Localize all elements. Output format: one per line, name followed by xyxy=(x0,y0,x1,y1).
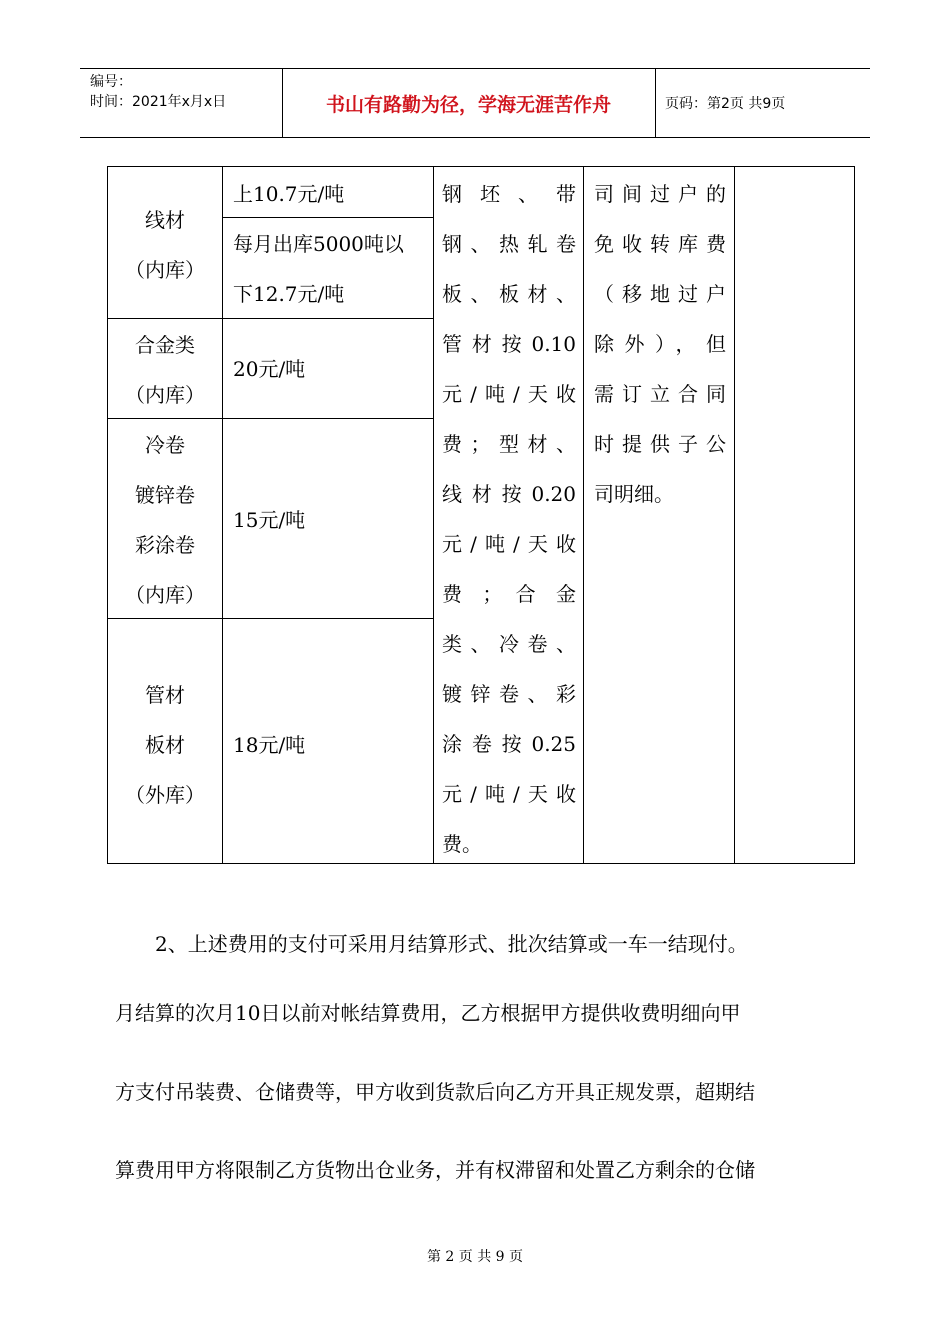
paragraph: 2、上述费用的支付可采用月结算形式、批次结算或一车一结现付。 xyxy=(155,932,748,956)
fee-table xyxy=(107,166,855,864)
price-cell: 18元/吨 xyxy=(233,733,306,757)
paragraph: 方支付吊装费、仓储费等，甲方收到货款后向乙方开具正规发票，超期结 xyxy=(115,1080,755,1104)
number-label: 编号： xyxy=(90,74,132,90)
category-cell: 线材 （内库） xyxy=(125,208,205,282)
page-footer: 第 2 页 共 9 页 xyxy=(426,1249,524,1265)
price-cell: 15元/吨 xyxy=(233,508,306,532)
page-header xyxy=(80,68,870,138)
paragraph: 月结算的次月10日以前对帐结算费用，乙方根据甲方提供收费明细向甲 xyxy=(115,1001,741,1025)
category-cell: 冷卷 镀锌卷 彩涂卷 （内库） xyxy=(125,433,205,607)
header-meta xyxy=(80,69,283,137)
price-cell: 每月出库5000吨以 下12.7元/吨 xyxy=(233,232,404,306)
storage-fee-cell: 钢 坯 、 带 钢、热轧卷 板、板材、 管材按0.10 元/吨/天收 费；型材、 线材按0.20 元/吨/天收 费 ； 合 金 类、冷卷、 镀锌卷、彩 涂卷按0.25 元/吨/天收 费。 xyxy=(442,182,576,856)
category-cell: 合金类 （内库） xyxy=(125,333,205,407)
price-cell: 20元/吨 xyxy=(233,357,306,381)
category-cell: 管材 板材 （外库） xyxy=(125,683,205,807)
transfer-note-cell: 司间过户的 免收转库费 （移地过户 除外），但 需订立合同 时提供子公 司明细。 xyxy=(594,182,726,506)
price-cell: 上10.7元/吨 xyxy=(233,182,345,206)
motto: 书山有路勤为径，学海无涯苦作舟 xyxy=(282,69,656,137)
time-label: 时间：2021年x月x日 xyxy=(90,94,227,110)
page-info: 页码：第2页 共9页 xyxy=(665,96,786,112)
paragraph: 算费用甲方将限制乙方货物出仓业务，并有权滞留和处置乙方剩余的仓储 xyxy=(115,1158,755,1182)
